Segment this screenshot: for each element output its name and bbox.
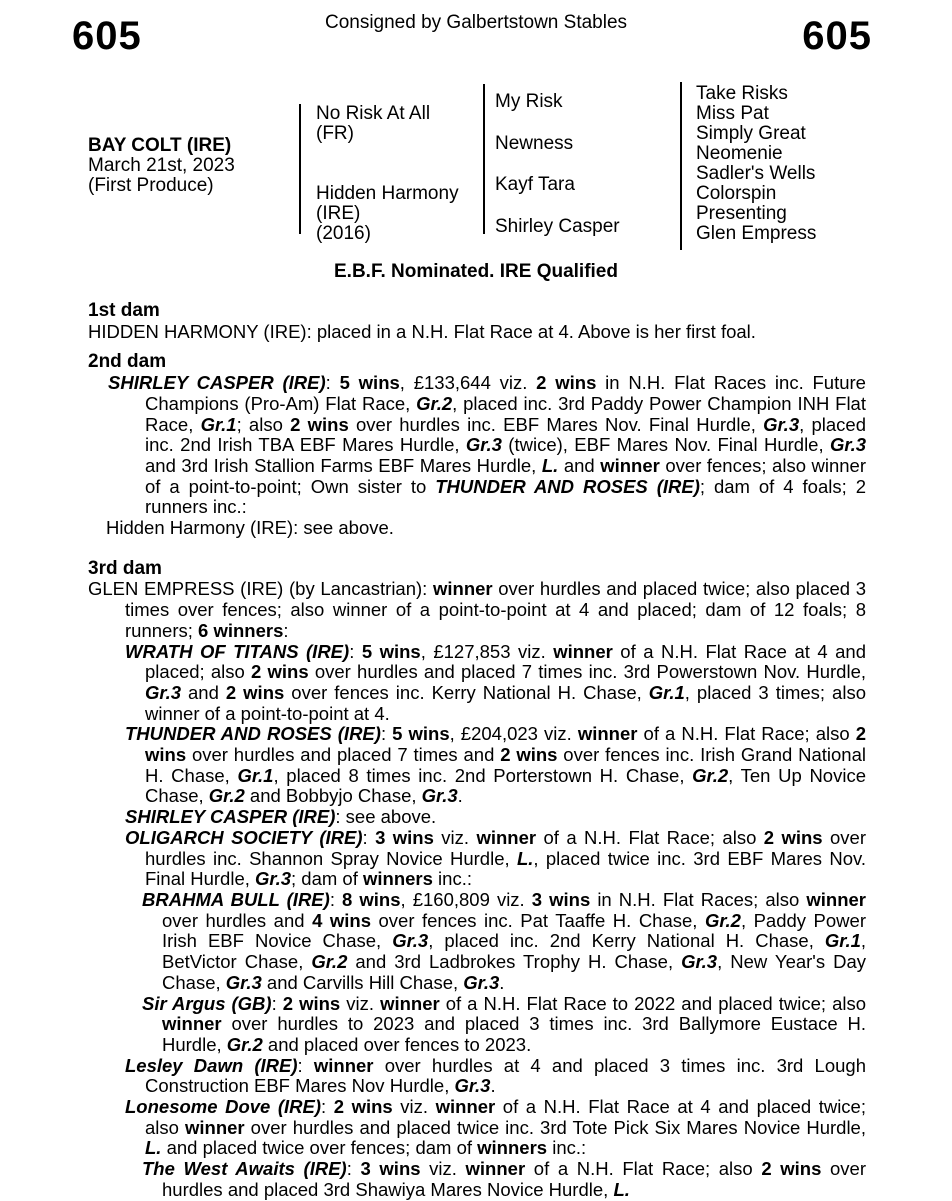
consignor: Consigned by Galbertstown Stables [324,12,628,33]
great-grandparent-8: Glen Empress [696,223,817,244]
grandparent-1: My Risk [495,91,563,112]
dam-line-1: Hidden Harmony [316,183,459,204]
parents-column [316,104,459,244]
great-grandparents-column [696,84,816,244]
third-dam-heading: 3rd dam [88,557,162,579]
subject-foaled: March 21st, 2023 [88,155,235,176]
grandparent-3: Kayf Tara [495,174,575,195]
grandparent-2: Newness [495,132,574,154]
great-grandparent-7: Presenting [696,203,787,224]
pedigree-divider-1 [299,104,301,234]
third-dam-entry: GLEN EMPRESS (IRE) (by Lancastrian): winner over hurdles and placed twice; also placed 3 times over fences; also winner of a point-to-point at 4 and placed; dam of 12 foals; 8 runners; 6 winners: [88,578,866,641]
produce-oligarch-society: OLIGARCH SOCIETY (IRE): 3 wins viz. winner of a N.H. Flat Race; also 2 wins over hurdles inc. Shannon Spray Novice Hurdle, L., placed twice inc. 3rd EBF Mares Nov. Final Hurdle, Gr.3; dam of winners inc.: [125,826,866,890]
second-dam-heading: 2nd dam [88,351,167,373]
grandparents-column [495,92,620,258]
produce-thunder-and-roses: THUNDER AND ROSES (IRE): 5 wins, £204,023 viz. winner of a N.H. Flat Race; also 2 wins over hurdles and placed 7 times and 2 wins over fences inc. Irish Grand National H. Chase, Gr.1, placed 8 times inc. 2nd Porterstown H. Chase, Gr.2, Ten Up Novice Chase, Gr.2 and Bobbyjo Chase, Gr.3. [125,723,866,807]
dam-line-3: (2016) [316,223,371,244]
dam-line-2: (IRE) [316,203,361,224]
produce-shirley-casper: SHIRLEY CASPER (IRE): see above. [125,806,437,828]
sire-line-1: No Risk At All [316,103,431,124]
great-grandparent-4: Neomenie [696,143,783,164]
first-dam-text: HIDDEN HARMONY (IRE): placed in a N.H. Flat Race at 4. Above is her first foal. [88,320,756,342]
great-grandparent-6: Colorspin [696,183,777,204]
lot-number-right: 605 [802,14,872,58]
produce-brahma-bull: BRAHMA BULL (IRE): 8 wins, £160,809 viz. 3 wins in N.H. Flat Races; also winner over hurdles and 4 wins over fences inc. Pat Taaffe H. Chase, Gr.2, Paddy Power Irish EBF Novice Chase, Gr.3, placed inc. 2nd Kerry National H. Chase, Gr.1, BetVictor Chase, Gr.2 and 3rd Ladbrokes Trophy H. Chase, Gr.3, New Year's Day Chase, Gr.3 and Carvills Hill Chase, Gr.3. [142,888,867,993]
pedigree-table [88,80,888,255]
pedigree-divider-2 [483,84,485,234]
subject-info [88,136,235,196]
produce-wrath-of-titans: WRATH OF TITANS (IRE): 5 wins, £127,853 viz. winner of a N.H. Flat Race at 4 and placed; also 2 wins over hurdles and placed 7 times inc. 3rd Powerstown Nov. Hurdle, Gr.3 and 2 wins over fences inc. Kerry National H. Chase, Gr.1, placed 3 times; also winner of a point-to-point at 4. [125,640,867,724]
great-grandparent-1: Take Risks [696,83,788,104]
subject-name: BAY COLT (IRE) [88,135,232,156]
great-grandparent-3: Simply Great [696,123,806,144]
produce-the-west-awaits: The West Awaits (IRE): 3 wins viz. winner of a N.H. Flat Race; also 2 wins over hurdles and placed 3rd Shawiya Mares Novice Hurdle, L. [142,1158,866,1200]
first-dam-heading: 1st dam [88,300,160,321]
pedigree-divider-3 [680,82,682,250]
second-dam-entry: SHIRLEY CASPER (IRE): 5 wins, £133,644 viz. 2 wins in N.H. Flat Races inc. Future Champions (Pro-Am) Flat Race, Gr.2, placed inc. 3rd Paddy Power Champion INH Flat Race, Gr.1; also 2 wins over hurdles inc. EBF Mares Nov. Final Hurdle, Gr.3, placed inc. 2nd Irish TBA EBF Mares Hurdle, Gr.3 (twice), EBF Mares Nov. Final Hurdle, Gr.3 and 3rd Irish Stallion Farms EBF Mares Hurdle, L. and winner over fences; also winner of a point-to-point; Own sister to THUNDER AND ROSES (IRE); dam of 4 foals; 2 runners inc.: [108,372,866,518]
produce-sir-argus: Sir Argus (GB): 2 wins viz. winner of a N.H. Flat Race to 2022 and placed twice; also winner over hurdles to 2023 and placed 3 times inc. 3rd Ballymore Eustace H. Hurdle, Gr.2 and placed over fences to 2023. [142,992,867,1055]
nomination-line: E.B.F. Nominated. IRE Qualified [334,261,618,282]
second-dam-runner: Hidden Harmony (IRE): see above. [106,517,394,539]
subject-note: (First Produce) [88,175,214,196]
great-grandparent-2: Miss Pat [696,103,769,124]
lot-number-left: 605 [72,14,142,58]
sire-line-2: (FR) [316,123,354,144]
grandparent-4: Shirley Casper [495,215,620,237]
great-grandparent-5: Sadler's Wells [696,163,816,184]
produce-lonesome-dove: Lonesome Dove (IRE): 2 wins viz. winner of a N.H. Flat Race at 4 and placed twice; also winner over hurdles and placed twice inc. 3rd Tote Pick Six Mares Novice Hurdle, L. and placed twice over fences; dam of winners inc.: [125,1096,866,1159]
produce-lesley-dawn: Lesley Dawn (IRE): winner over hurdles at 4 and placed 3 times inc. 3rd Lough Construction EBF Mares Nov Hurdle, Gr.3. [125,1054,866,1097]
catalogue-body [88,301,866,1201]
